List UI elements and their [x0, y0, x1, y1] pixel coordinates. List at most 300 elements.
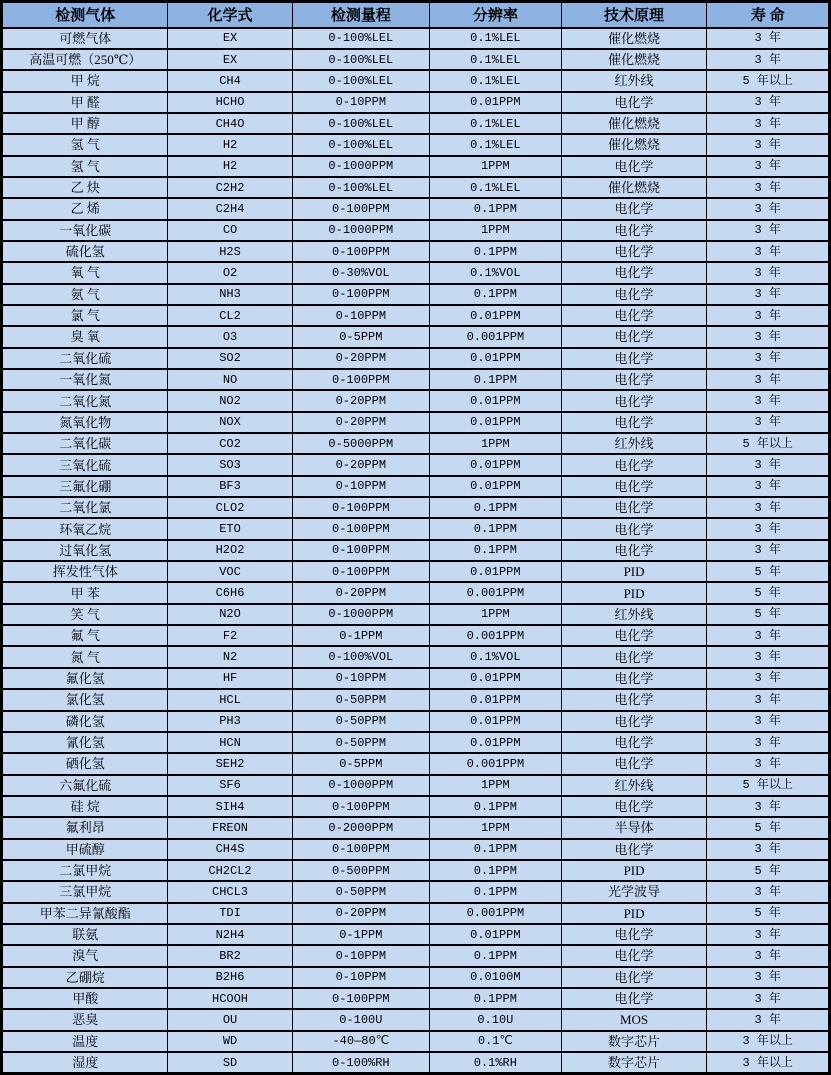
cell-formula: OU	[168, 1009, 292, 1030]
table-row	[2, 668, 830, 689]
cell-range: 0-1000PPM	[292, 156, 429, 177]
table-row	[2, 860, 830, 881]
table-row	[2, 839, 830, 860]
cell-life: 3 年	[707, 497, 830, 518]
cell-gas: 二氧化碳	[2, 433, 168, 454]
cell-gas: 氟化氢	[2, 668, 168, 689]
cell-life: 3 年	[707, 198, 830, 219]
cell-resolution: 0.1PPM	[430, 839, 562, 860]
cell-range: 0-10PPM	[292, 945, 429, 966]
table-body	[2, 28, 830, 1074]
cell-principle: 电化学	[561, 476, 707, 497]
cell-principle: 电化学	[561, 625, 707, 646]
cell-principle: 电化学	[561, 220, 707, 241]
cell-principle: 数字芯片	[561, 1031, 707, 1052]
cell-gas: 恶臭	[2, 1009, 168, 1030]
cell-range: 0-20PPM	[292, 454, 429, 475]
cell-life: 3 年	[707, 348, 830, 369]
cell-principle: 红外线	[561, 604, 707, 625]
cell-range: -40—80℃	[292, 1031, 429, 1052]
cell-resolution: 0.001PPM	[430, 625, 562, 646]
cell-formula: ETO	[168, 518, 292, 539]
cell-resolution: 0.1PPM	[430, 988, 562, 1009]
cell-range: 0-100%LEL	[292, 70, 429, 91]
table-row	[2, 454, 830, 475]
cell-formula: SD	[168, 1052, 292, 1074]
cell-gas: 甲苯二异氰酸酯	[2, 903, 168, 924]
cell-principle: 红外线	[561, 70, 707, 91]
cell-range: 0-10PPM	[292, 967, 429, 988]
cell-life: 5 年以上	[707, 433, 830, 454]
cell-gas: 硫化氢	[2, 241, 168, 262]
cell-resolution: 0.01PPM	[430, 711, 562, 732]
cell-range: 0-100PPM	[292, 369, 429, 390]
cell-range: 0-1000PPM	[292, 604, 429, 625]
cell-principle: PID	[561, 903, 707, 924]
cell-range: 0-20PPM	[292, 582, 429, 603]
cell-gas: 氧 气	[2, 262, 168, 283]
cell-life: 3 年	[707, 1009, 830, 1030]
cell-principle: 电化学	[561, 967, 707, 988]
table-row	[2, 369, 830, 390]
cell-formula: WD	[168, 1031, 292, 1052]
cell-gas: 氟利昂	[2, 817, 168, 838]
cell-formula: BR2	[168, 945, 292, 966]
cell-gas: 氯化氢	[2, 689, 168, 710]
cell-gas: 乙硼烷	[2, 967, 168, 988]
cell-range: 0-100PPM	[292, 518, 429, 539]
cell-range: 0-50PPM	[292, 881, 429, 902]
cell-range: 0-50PPM	[292, 711, 429, 732]
table-row	[2, 241, 830, 262]
cell-range: 0-100PPM	[292, 988, 429, 1009]
cell-gas: 三氟化硼	[2, 476, 168, 497]
cell-gas: 氮 气	[2, 646, 168, 667]
cell-range: 0-100%LEL	[292, 134, 429, 155]
cell-life: 3 年	[707, 49, 830, 70]
cell-resolution: 0.1PPM	[430, 518, 562, 539]
cell-range: 0-500PPM	[292, 860, 429, 881]
cell-principle: 电化学	[561, 369, 707, 390]
cell-formula: SIH4	[168, 796, 292, 817]
cell-gas: 氢 气	[2, 134, 168, 155]
cell-range: 0-50PPM	[292, 732, 429, 753]
cell-life: 3 年以上	[707, 1031, 830, 1052]
cell-formula: NO2	[168, 390, 292, 411]
cell-gas: 甲 醇	[2, 113, 168, 134]
cell-resolution: 0.1PPM	[430, 497, 562, 518]
table-row	[2, 92, 830, 113]
cell-resolution: 0.1%LEL	[430, 113, 562, 134]
cell-principle: 电化学	[561, 839, 707, 860]
cell-life: 3 年	[707, 625, 830, 646]
cell-range: 0-100%RH	[292, 1052, 429, 1074]
table-row	[2, 262, 830, 283]
cell-gas: 一氧化氮	[2, 369, 168, 390]
cell-life: 5 年	[707, 817, 830, 838]
cell-principle: 半导体	[561, 817, 707, 838]
cell-principle: 电化学	[561, 753, 707, 774]
cell-range: 0-10PPM	[292, 92, 429, 113]
cell-range: 0-10PPM	[292, 668, 429, 689]
cell-life: 3 年	[707, 241, 830, 262]
cell-resolution: 0.01PPM	[430, 732, 562, 753]
table-row	[2, 796, 830, 817]
cell-resolution: 0.1%LEL	[430, 177, 562, 198]
column-header-resolution: 分辨率	[430, 2, 562, 28]
cell-principle: 红外线	[561, 433, 707, 454]
cell-formula: CO	[168, 220, 292, 241]
cell-formula: CH4O	[168, 113, 292, 134]
cell-principle: 电化学	[561, 156, 707, 177]
cell-range: 0-1000PPM	[292, 220, 429, 241]
table-header	[2, 2, 830, 28]
cell-principle: 电化学	[561, 796, 707, 817]
cell-gas: 二氧化氯	[2, 497, 168, 518]
cell-gas: 笑 气	[2, 604, 168, 625]
cell-life: 3 年以上	[707, 1052, 830, 1074]
cell-principle: 红外线	[561, 775, 707, 796]
cell-formula: H2	[168, 156, 292, 177]
cell-principle: 电化学	[561, 497, 707, 518]
column-header-gas: 检测气体	[2, 2, 168, 28]
cell-range: 0-1000PPM	[292, 775, 429, 796]
cell-principle: 电化学	[561, 988, 707, 1009]
cell-life: 3 年	[707, 305, 830, 326]
cell-formula: CLO2	[168, 497, 292, 518]
cell-resolution: 1PPM	[430, 604, 562, 625]
cell-formula: SF6	[168, 775, 292, 796]
cell-formula: HCL	[168, 689, 292, 710]
cell-formula: HCN	[168, 732, 292, 753]
cell-life: 3 年	[707, 967, 830, 988]
cell-gas: 可燃气体	[2, 28, 168, 49]
cell-life: 3 年	[707, 689, 830, 710]
cell-range: 0-5000PPM	[292, 433, 429, 454]
table-row	[2, 604, 830, 625]
cell-range: 0-100%LEL	[292, 113, 429, 134]
cell-gas: 温度	[2, 1031, 168, 1052]
cell-range: 0-100PPM	[292, 497, 429, 518]
cell-principle: 数字芯片	[561, 1052, 707, 1074]
cell-gas: 硅 烷	[2, 796, 168, 817]
cell-range: 0-100PPM	[292, 839, 429, 860]
cell-resolution: 0.01PPM	[430, 561, 562, 582]
cell-range: 0-20PPM	[292, 412, 429, 433]
cell-range: 0-100PPM	[292, 241, 429, 262]
cell-gas: 一氧化碳	[2, 220, 168, 241]
cell-life: 3 年	[707, 156, 830, 177]
cell-resolution: 0.1PPM	[430, 881, 562, 902]
cell-gas: 溴气	[2, 945, 168, 966]
column-header-range: 检测量程	[292, 2, 429, 28]
cell-principle: 电化学	[561, 668, 707, 689]
table-row	[2, 113, 830, 134]
cell-resolution: 0.1%RH	[430, 1052, 562, 1074]
cell-principle: 电化学	[561, 689, 707, 710]
cell-life: 3 年	[707, 113, 830, 134]
cell-formula: C2H4	[168, 198, 292, 219]
cell-formula: EX	[168, 49, 292, 70]
cell-range: 0-5PPM	[292, 753, 429, 774]
table-row	[2, 625, 830, 646]
cell-gas: 氢 气	[2, 156, 168, 177]
table-row	[2, 433, 830, 454]
cell-principle: 催化燃烧	[561, 177, 707, 198]
cell-formula: HCOOH	[168, 988, 292, 1009]
cell-formula: CHCL3	[168, 881, 292, 902]
cell-range: 0-20PPM	[292, 390, 429, 411]
cell-formula: O2	[168, 262, 292, 283]
cell-formula: HCHO	[168, 92, 292, 113]
cell-formula: N2H4	[168, 924, 292, 945]
cell-range: 0-10PPM	[292, 305, 429, 326]
cell-principle: 电化学	[561, 348, 707, 369]
cell-formula: HF	[168, 668, 292, 689]
cell-resolution: 0.01PPM	[430, 454, 562, 475]
cell-range: 0-100PPM	[292, 284, 429, 305]
cell-formula: NO	[168, 369, 292, 390]
cell-resolution: 0.1%LEL	[430, 49, 562, 70]
table-row	[2, 945, 830, 966]
cell-life: 3 年	[707, 220, 830, 241]
column-header-formula: 化学式	[168, 2, 292, 28]
cell-formula: N2O	[168, 604, 292, 625]
cell-range: 0-100PPM	[292, 561, 429, 582]
cell-range: 0-5PPM	[292, 326, 429, 347]
cell-formula: CO2	[168, 433, 292, 454]
table-row	[2, 753, 830, 774]
cell-resolution: 0.1%LEL	[430, 134, 562, 155]
table-row	[2, 881, 830, 902]
cell-gas: 氮氧化物	[2, 412, 168, 433]
column-header-principle: 技术原理	[561, 2, 707, 28]
cell-gas: 三氧化硫	[2, 454, 168, 475]
cell-resolution: 0.001PPM	[430, 582, 562, 603]
cell-formula: F2	[168, 625, 292, 646]
cell-formula: CH4S	[168, 839, 292, 860]
cell-formula: NH3	[168, 284, 292, 305]
cell-resolution: 0.1℃	[430, 1031, 562, 1052]
cell-gas: 联氨	[2, 924, 168, 945]
cell-principle: 电化学	[561, 924, 707, 945]
table-row	[2, 689, 830, 710]
cell-resolution: 1PPM	[430, 433, 562, 454]
cell-range: 0-100%VOL	[292, 646, 429, 667]
cell-formula: PH3	[168, 711, 292, 732]
table-row	[2, 70, 830, 91]
cell-gas: 挥发性气体	[2, 561, 168, 582]
cell-principle: 电化学	[561, 646, 707, 667]
cell-life: 3 年	[707, 796, 830, 817]
cell-resolution: 0.1PPM	[430, 241, 562, 262]
cell-formula: VOC	[168, 561, 292, 582]
cell-range: 0-100PPM	[292, 198, 429, 219]
table-row	[2, 220, 830, 241]
cell-resolution: 0.1PPM	[430, 198, 562, 219]
cell-gas: 氟 气	[2, 625, 168, 646]
cell-gas: 氯 气	[2, 305, 168, 326]
cell-gas: 高温可燃（250℃）	[2, 49, 168, 70]
cell-life: 3 年	[707, 732, 830, 753]
cell-principle: 电化学	[561, 412, 707, 433]
cell-life: 3 年	[707, 412, 830, 433]
cell-gas: 二氯甲烷	[2, 860, 168, 881]
cell-gas: 甲 醛	[2, 92, 168, 113]
table-row	[2, 988, 830, 1009]
cell-life: 3 年	[707, 668, 830, 689]
cell-resolution: 0.01PPM	[430, 92, 562, 113]
cell-range: 0-100%LEL	[292, 49, 429, 70]
cell-life: 3 年	[707, 988, 830, 1009]
table-row	[2, 1009, 830, 1030]
table-row	[2, 924, 830, 945]
cell-resolution: 0.0100M	[430, 967, 562, 988]
cell-principle: PID	[561, 860, 707, 881]
cell-range: 0-1PPM	[292, 625, 429, 646]
table-row	[2, 967, 830, 988]
cell-principle: MOS	[561, 1009, 707, 1030]
cell-life: 3 年	[707, 924, 830, 945]
cell-gas: 六氟化硫	[2, 775, 168, 796]
table-row	[2, 390, 830, 411]
cell-resolution: 0.01PPM	[430, 412, 562, 433]
cell-range: 0-100%LEL	[292, 177, 429, 198]
cell-life: 3 年	[707, 92, 830, 113]
cell-gas: 二氧化硫	[2, 348, 168, 369]
cell-life: 3 年	[707, 839, 830, 860]
table-row	[2, 476, 830, 497]
cell-life: 5 年以上	[707, 70, 830, 91]
cell-life: 3 年	[707, 28, 830, 49]
cell-resolution: 0.01PPM	[430, 305, 562, 326]
cell-life: 5 年	[707, 582, 830, 603]
cell-resolution: 0.10U	[430, 1009, 562, 1030]
table-row	[2, 646, 830, 667]
cell-formula: H2	[168, 134, 292, 155]
cell-life: 3 年	[707, 711, 830, 732]
cell-formula: O3	[168, 326, 292, 347]
cell-resolution: 0.1%LEL	[430, 28, 562, 49]
cell-principle: PID	[561, 582, 707, 603]
cell-life: 3 年	[707, 476, 830, 497]
cell-range: 0-100PPM	[292, 796, 429, 817]
cell-resolution: 0.01PPM	[430, 476, 562, 497]
table-row	[2, 518, 830, 539]
cell-gas: 甲硫醇	[2, 839, 168, 860]
cell-formula: SO3	[168, 454, 292, 475]
cell-formula: SEH2	[168, 753, 292, 774]
table-row	[2, 49, 830, 70]
cell-gas: 过氧化氢	[2, 540, 168, 561]
table-row	[2, 817, 830, 838]
cell-principle: 电化学	[561, 241, 707, 262]
cell-principle: 电化学	[561, 326, 707, 347]
cell-formula: B2H6	[168, 967, 292, 988]
cell-life: 3 年	[707, 369, 830, 390]
cell-formula: C6H6	[168, 582, 292, 603]
table-row	[2, 775, 830, 796]
cell-resolution: 0.001PPM	[430, 326, 562, 347]
cell-resolution: 0.1PPM	[430, 945, 562, 966]
cell-resolution: 0.001PPM	[430, 903, 562, 924]
cell-gas: 湿度	[2, 1052, 168, 1074]
table-row	[2, 156, 830, 177]
cell-gas: 氨 气	[2, 284, 168, 305]
table-row	[2, 305, 830, 326]
cell-life: 5 年	[707, 860, 830, 881]
cell-range: 0-100U	[292, 1009, 429, 1030]
cell-range: 0-1PPM	[292, 924, 429, 945]
cell-principle: 电化学	[561, 518, 707, 539]
cell-life: 3 年	[707, 753, 830, 774]
table-row	[2, 198, 830, 219]
cell-principle: 电化学	[561, 732, 707, 753]
cell-gas: 乙 炔	[2, 177, 168, 198]
cell-life: 3 年	[707, 881, 830, 902]
table-row	[2, 326, 830, 347]
cell-life: 3 年	[707, 540, 830, 561]
cell-life: 3 年	[707, 518, 830, 539]
cell-life: 5 年	[707, 903, 830, 924]
cell-principle: PID	[561, 561, 707, 582]
cell-resolution: 1PPM	[430, 775, 562, 796]
cell-resolution: 0.1PPM	[430, 796, 562, 817]
cell-resolution: 0.1%LEL	[430, 70, 562, 91]
table-row	[2, 732, 830, 753]
cell-gas: 磷化氢	[2, 711, 168, 732]
cell-gas: 环氧乙烷	[2, 518, 168, 539]
cell-resolution: 0.1%VOL	[430, 646, 562, 667]
cell-principle: 电化学	[561, 711, 707, 732]
cell-gas: 甲 苯	[2, 582, 168, 603]
cell-life: 3 年	[707, 390, 830, 411]
cell-range: 0-20PPM	[292, 348, 429, 369]
cell-life: 3 年	[707, 177, 830, 198]
table-row	[2, 284, 830, 305]
cell-principle: 光学波导	[561, 881, 707, 902]
cell-life: 5 年以上	[707, 775, 830, 796]
cell-life: 3 年	[707, 646, 830, 667]
cell-resolution: 0.1PPM	[430, 369, 562, 390]
cell-gas: 臭 氧	[2, 326, 168, 347]
cell-formula: N2	[168, 646, 292, 667]
cell-principle: 电化学	[561, 540, 707, 561]
cell-principle: 电化学	[561, 305, 707, 326]
cell-principle: 电化学	[561, 454, 707, 475]
cell-principle: 催化燃烧	[561, 28, 707, 49]
table-row	[2, 1052, 830, 1074]
cell-principle: 电化学	[561, 262, 707, 283]
cell-gas: 甲酸	[2, 988, 168, 1009]
cell-formula: H2S	[168, 241, 292, 262]
cell-gas: 三氯甲烷	[2, 881, 168, 902]
cell-life: 3 年	[707, 945, 830, 966]
cell-resolution: 0.1PPM	[430, 540, 562, 561]
cell-resolution: 0.01PPM	[430, 348, 562, 369]
table-row	[2, 497, 830, 518]
cell-principle: 催化燃烧	[561, 134, 707, 155]
cell-range: 0-100%LEL	[292, 28, 429, 49]
cell-gas: 氰化氢	[2, 732, 168, 753]
cell-gas: 硒化氢	[2, 753, 168, 774]
cell-life: 3 年	[707, 262, 830, 283]
table-row	[2, 561, 830, 582]
header-row	[2, 2, 830, 28]
cell-formula: SO2	[168, 348, 292, 369]
table-row	[2, 412, 830, 433]
cell-resolution: 0.001PPM	[430, 753, 562, 774]
